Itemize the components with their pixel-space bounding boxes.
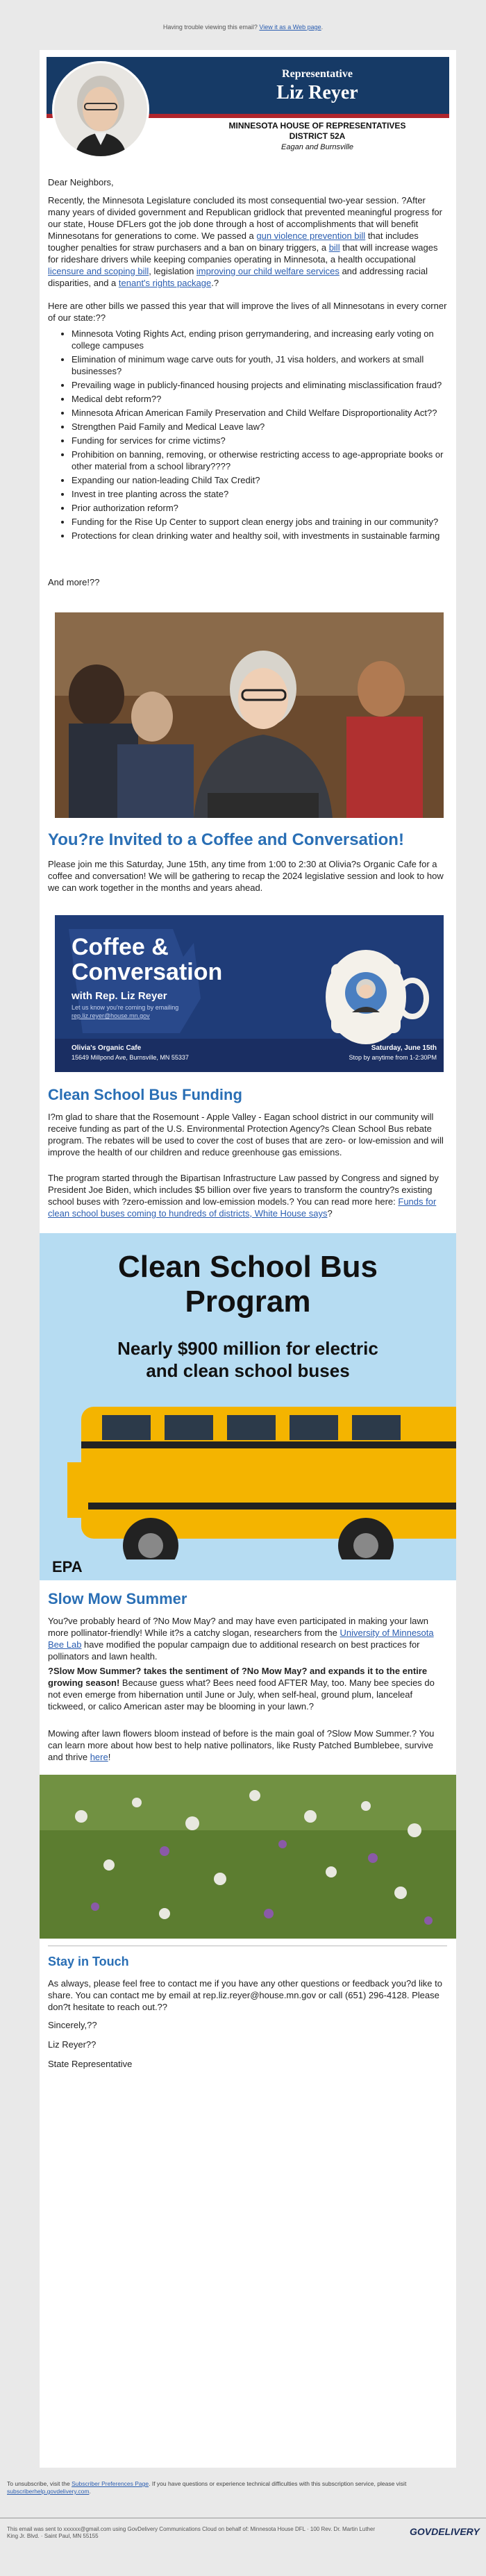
avatar [52,61,149,158]
bill-item: • Minnesota African American Family Preservation and Child Welfare Disproportionality Act?? [72,407,447,419]
school-bus-illustration [40,1233,456,1580]
house-line-1: MINNESOTA HOUSE OF REPRESENTATIVES [228,121,406,131]
mow-heading: Slow Mow Summer [48,1590,187,1607]
intro-text-d: , legislation [149,266,196,276]
legislature-photo [55,612,444,818]
pollinator-here-link[interactable]: here [90,1752,108,1762]
mow-text-c: Mowing after lawn flowers bloom instead of before is the main goal of ?Slow Mow Summer.? You can learn more about how best to help native pollinators, like Rusty Patched Bumblebee, survive and thrive [48,1728,435,1762]
coffee-graphic [55,915,444,1072]
intro-text-a: Recently, the Minnesota Legislature concluded its most consequential two-year session. ?After many years of divided government and Republican gridlock that prevented meaningful progress for our state, House DFLers got the job done through a host of accomplishments that will benefit Minnesotans for generations to come. We passed a [48,195,442,241]
sign-off: Sincerely,?? [48,2020,97,2030]
subscriber-help-link[interactable]: subscriberhelp.govdelivery.com [7,2488,90,2495]
mow-text-d: ! [108,1752,111,1762]
banner-rep-label: Representative [282,68,353,80]
bill-item: • Minnesota Voting Rights Act, ending prison gerrymandering, and increasing early voting on college campuses [72,328,447,351]
touch-paragraph: As always, please feel free to contact me if you have any other questions or feedback you?d like to share. You can contact me by email at rep.liz.reyer@house.mn.gov or call (651) 296-4128. Please don?t hesitate to reach out.?? [48,1978,442,2012]
bill-item: • Expanding our nation-leading Child Tax Credit? [72,474,447,486]
licensure-link[interactable]: licensure and scoping bill [48,266,149,276]
bus-paragraph-1: I?m glad to share that the Rosemount - Apple Valley - Eagan school district in our community will receive funding as part of the U.S. Environmental Protection Agency?s Clean School Bus rebate program. The rebates will be used to cover the cost of buses that are zero- or low-emission and will improve the health of our children and reduce greenhouse gas emissions. [48,1112,444,1157]
coffee-graphic-place: Olivia's Organic Cafe [72,1044,142,1052]
coffee-graphic-date: Saturday, June 15th [371,1044,437,1052]
unsubscribe-footer [0,2480,486,2495]
epa-logo: EPA [52,1558,83,1575]
bill-item: • Funding for the Rise Up Center to support clean energy jobs and training in our community? [72,516,447,528]
gun-violence-link[interactable]: gun violence prevention bill [256,231,366,241]
bill-item: • Prevailing wage in publicly-financed housing projects and eliminating misclassification fraud? [72,379,447,391]
subscriber-preferences-link[interactable]: Subscriber Preferences Page [72,2480,149,2487]
bus-graphic-sub-2: and clean school buses [146,1360,350,1381]
bus-graphic-title-2: Program [185,1285,311,1319]
unsub-text-b: . If you have questions or experience technical difficulties with this subscription service, please visit [149,2480,407,2487]
white-house-funds-link[interactable]: Funds for clean school buses coming to hundreds of districts, White House says [48,1196,437,1219]
intro-text-c: that will increase wages for rideshare drivers while keeping companies operating in Minnesota, a health occupational [48,242,438,265]
mow-paragraph-1 [48,1615,447,1662]
coffee-graphic-title-2: Conversation [72,959,223,985]
bill-item: • Prohibition on banning, removing, or otherwise restricting access to age-appropriate books or other material from a school library???? [72,449,447,472]
coffee-graphic-title [72,935,222,985]
tenants-rights-link[interactable]: tenant's rights package [118,278,212,288]
bus-heading: Clean School Bus Funding [48,1086,242,1103]
bill-item: • Prior authorization reform? [72,502,447,514]
coffee-graphic-email: rep.liz.reyer@house.mn.gov [72,1012,150,1019]
bill-item: • Elimination of minimum wage carve outs for youth, J1 visa holders, and workers at small businesses? [72,353,447,377]
banner-cities: Eagan and Burnsville [281,143,353,151]
bills-list [48,328,447,544]
unsub-text-c: . [89,2488,91,2495]
bill-item: • Protections for clean drinking water and healthy soil, with investments in sustainable farming [72,530,447,542]
bus-text-a: The program started through the Bipartisan Infrastructure Law passed by Congress and signed by President Joe Biden, which includes $5 billion over five years to transform the country?s existing school buses with ?zero-emission and low-emission models.? You can read more here: [48,1173,439,1207]
touch-heading: Stay in Touch [48,1955,129,1968]
intro-text-e: and addressing racial disparities, and a [48,266,428,288]
coffee-graphic-title-1: Coffee & [72,934,169,960]
bus-graphic-title-1: Clean School Bus [117,1250,378,1284]
trouble-suffix: . [321,24,324,31]
coffee-graphic-rsvp: Let us know you're coming by emailing [72,1004,179,1011]
trouble-viewing-bar [0,0,486,44]
lawn-flowers-photo [40,1775,456,1939]
govdelivery-logo[interactable]: GOVDELIVERY [410,2526,480,2537]
banner-name: Liz Reyer [276,82,358,103]
coffee-graphic-time: Stop by anytime from 1-2:30PM [349,1054,437,1061]
child-welfare-link[interactable]: improving our child welfare services [196,266,340,276]
mow-paragraph-2 [48,1665,447,1712]
mow-text-b: have modified the popular campaign due to additional research on best practices for pollinators and lawn health. [48,1639,420,1662]
bill-item: • Strengthen Paid Family and Medical Leave law? [72,421,447,433]
coffee-paragraph: Please join me this Saturday, June 15th, any time from 1:00 to 2:30 at Olivia?s Organic Cafe for a coffee and conversation! We will be gathering to recap the 2024 legislative session and look to how we can work together in the months and years ahead. [48,859,444,893]
web-page-link[interactable]: View it as a Web page [259,24,321,31]
mow-bold-text: ?Slow Mow Summer? takes the sentiment of ?No Mow May? and expands it to the entire growing season! [48,1666,428,1688]
unsub-text-a: To unsubscribe, visit the [7,2480,72,2487]
intro-text-b: that includes tougher penalties for straw purchasers and a ban on binary triggers, a [48,231,419,253]
mow-rest-text: Because guess what? Bees need food AFTER May, too. Many bee species do not even emerge from hibernation until June or July, when self-heal, ground plum, lanceleaf tickweed, or calico American aster may be blooming in your lawn.? [48,1678,435,1712]
rideshare-bill-link[interactable]: bill [328,242,340,253]
coffee-graphic-with: with Rep. Liz Reyer [72,990,167,1002]
bus-graphic-sub-1: Nearly $900 million for electric [117,1338,378,1359]
intro-paragraph [48,194,447,289]
house-line-2: DISTRICT 52A [289,131,346,141]
bee-lab-link[interactable]: University of Minnesota Bee Lab [48,1628,434,1650]
email-card [40,50,456,2468]
greeting: Dear Neighbors, [48,177,114,187]
bills-intro: Here are other bills we passed this year that will improve the lives of all Minnesotans in every corner of our state:?? [48,301,447,323]
mow-text-a: You?ve probably heard of ?No Mow May? and may have even participated in making your lawn more pollinator-friendly! While it?s a catchy slogan, researchers from the [48,1616,429,1638]
banner-house [185,121,449,142]
bill-item: • Medical debt reform?? [72,393,447,405]
coffee-graphic-address: 15649 Millpond Ave, Burnsville, MN 55337 [72,1054,189,1061]
bus-paragraph-2 [48,1172,447,1219]
header-banner [47,57,449,161]
bill-item: • Invest in tree planting across the state? [72,488,447,500]
sent-info: This email was sent to xxxxxx@gmail.com using GovDelivery Communications Cloud on behalf of: Minnesota House DFL · 100 Rev. Dr. Martin Luther King Jr. Blvd. · Saint Paul, MN 55155 [7,2526,376,2539]
signature-name: Liz Reyer?? [48,2039,97,2050]
trouble-text: Having trouble viewing this email? [162,24,258,31]
intro-text-f: .? [211,278,219,288]
and-more: And more!?? [48,577,100,587]
bus-text-b: ? [327,1208,333,1219]
coffee-heading: You?re Invited to a Coffee and Conversation! [48,830,404,849]
bus-graphic [40,1233,456,1580]
signature-title: State Representative [48,2059,133,2069]
bill-item: • Funding for services for crime victims? [72,435,447,446]
mow-paragraph-3 [48,1728,447,1763]
